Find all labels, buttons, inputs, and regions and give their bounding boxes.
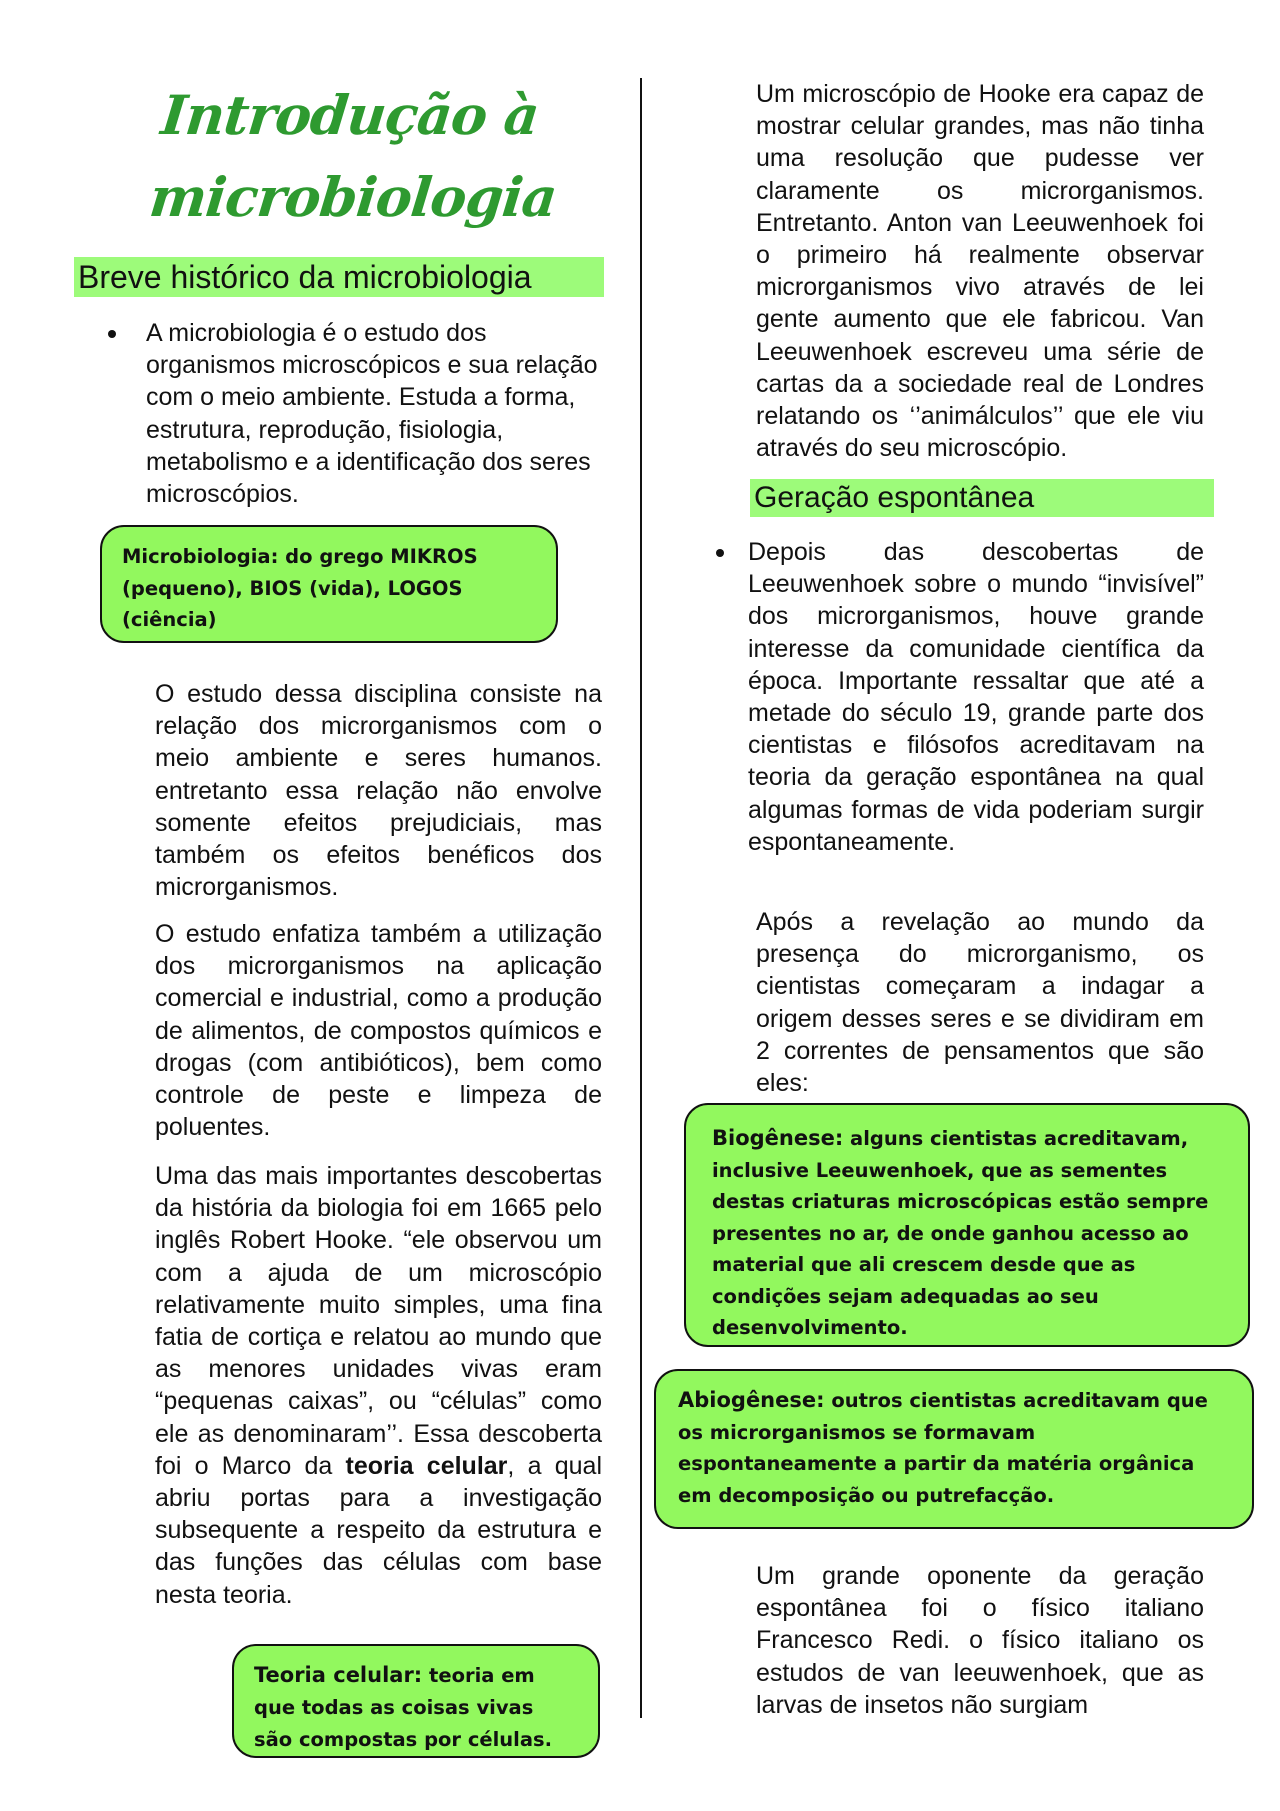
- bullet-dot-icon: [716, 549, 724, 557]
- bullet-dot-icon: [108, 330, 116, 338]
- paragraph-estudo-enfatiza: O estudo enfatiza também a utilização dos microrganismos na aplicação comercial e industrial, como a produção de alimentos, de compostos químicos e drogas (com antibióticos), bem como controle de peste e limpeza de poluentes.: [155, 920, 602, 1142]
- page-title-line-1: Introdução à: [158, 83, 542, 147]
- callout-teoria-celular: [232, 1644, 600, 1758]
- bullet-item-microbiologia: [146, 317, 604, 510]
- bullet-list-microbiologia: [146, 317, 604, 510]
- paragraph-hooke-microscopio: Um microscópio de Hooke era capaz de mostrar celular grandes, mas não tinha uma resolução que pudesse ver claramente os microrganismos. Entretanto. Anton van Leeuwenhoek foi o primeiro há realmente observar microrganismos vivo através de lei gente aumento que ele fabricou. Van Leeuwenhoek escreveu uma série de cartas da a sociedade real de Londres relatando os ‘’animálculos’’ que ele viu através do seu microscópio.: [756, 80, 1204, 463]
- hooke-text-after: , a qual abriu portas para a investigação subsequente a respeito da estrutura e das funções das células com base nesta teoria.: [155, 1451, 602, 1609]
- callout-microbiologia-text: Microbiologia: do grego MIKROS (pequeno), BIOS (vida), LOGOS (ciência): [122, 545, 478, 631]
- paragraph-robert-hooke: [155, 1160, 602, 1611]
- paragraph-estudo-disciplina: O estudo dessa disciplina consiste na relação dos microrganismos com o meio ambiente e seres humanos. entretanto essa relação não envolve somente efeitos prejudiciais, mas também os efeitos benéficos dos microrganismos.: [155, 680, 602, 902]
- bullet-text: A microbiologia é o estudo dos organismos microscópicos e sua relação com o meio ambiente. Estuda a forma, estrutura, reprodução, fisiologia, metabolismo e a identificação dos seres microscópios.: [146, 319, 598, 509]
- callout-teoria-term: Teoria celular:: [254, 1663, 423, 1687]
- callout-abiogenese: [654, 1369, 1254, 1529]
- callout-biogenese: [684, 1103, 1250, 1347]
- bullet-text: Depois das descobertas de Leeuwenhoek sobre o mundo “invisível” dos microrganismos, houve grande interesse da comunidade científica da época. Importante ressaltar que até a metade do século 19, grande parte dos cientistas e filósofos acreditavam na teoria da geração espontânea na qual algumas formas de vida poderiam surgir espontaneamente.: [748, 538, 1204, 856]
- paragraph-apos-revelacao: Após a revelação ao mundo da presença do microrganismo, os cientistas começaram a indagar a origem desses seres e se dividiram em 2 correntes de pensamentos que são eles:: [756, 908, 1204, 1098]
- paragraph-francesco-redi: Um grande oponente da geração espontânea foi o físico italiano Francesco Redi. o físico italiano os estudos de van leeuwenhoek, que as larvas de insetos não surgiam: [756, 1562, 1204, 1719]
- bullet-list-geracao: [748, 536, 1204, 858]
- section-heading-historico: Breve histórico da microbiologia: [74, 257, 604, 297]
- section-heading-geracao: Geração espontânea: [750, 479, 1214, 517]
- callout-abiogenese-text: outros cientistas acreditavam que os microrganismos se formavam espontaneamente a partir da matéria orgânica em decomposição ou putrefacção.: [678, 1389, 1208, 1507]
- callout-microbiologia: [100, 525, 558, 643]
- callout-biogenese-term: Biogênese:: [712, 1126, 844, 1150]
- page-title-line-2: microbiologia: [146, 165, 560, 229]
- bullet-item-geracao: [748, 536, 1204, 858]
- callout-abiogenese-term: Abiogênese:: [678, 1388, 825, 1412]
- callout-biogenese-text: alguns cientistas acreditavam, inclusive Leeuwenhoek, que as sementes destas criaturas microscópicas estão sempre presentes no ar, de onde ganhou acesso ao material que ali crescem desde que as condições sejam adequadas ao seu desenvolvimento.: [712, 1127, 1209, 1339]
- column-divider: [640, 78, 642, 1718]
- teoria-celular-bold: teoria celular: [345, 1451, 508, 1480]
- callout-teoria-text: teoria em que todas as coisas vivas são compostas por células.: [254, 1664, 553, 1751]
- hooke-text-before: Uma das mais importantes descobertas da história da biologia foi em 1665 pelo inglês Robert Hooke. “ele observou um com a ajuda de um microscópio relativamente muito simples, uma fina fatia de cortiça e relatou ao mundo que as menores unidades vivas eram “pequenas caixas”, ou “células” como ele as denominaram’’. Essa descoberta foi o Marco da: [155, 1162, 602, 1480]
